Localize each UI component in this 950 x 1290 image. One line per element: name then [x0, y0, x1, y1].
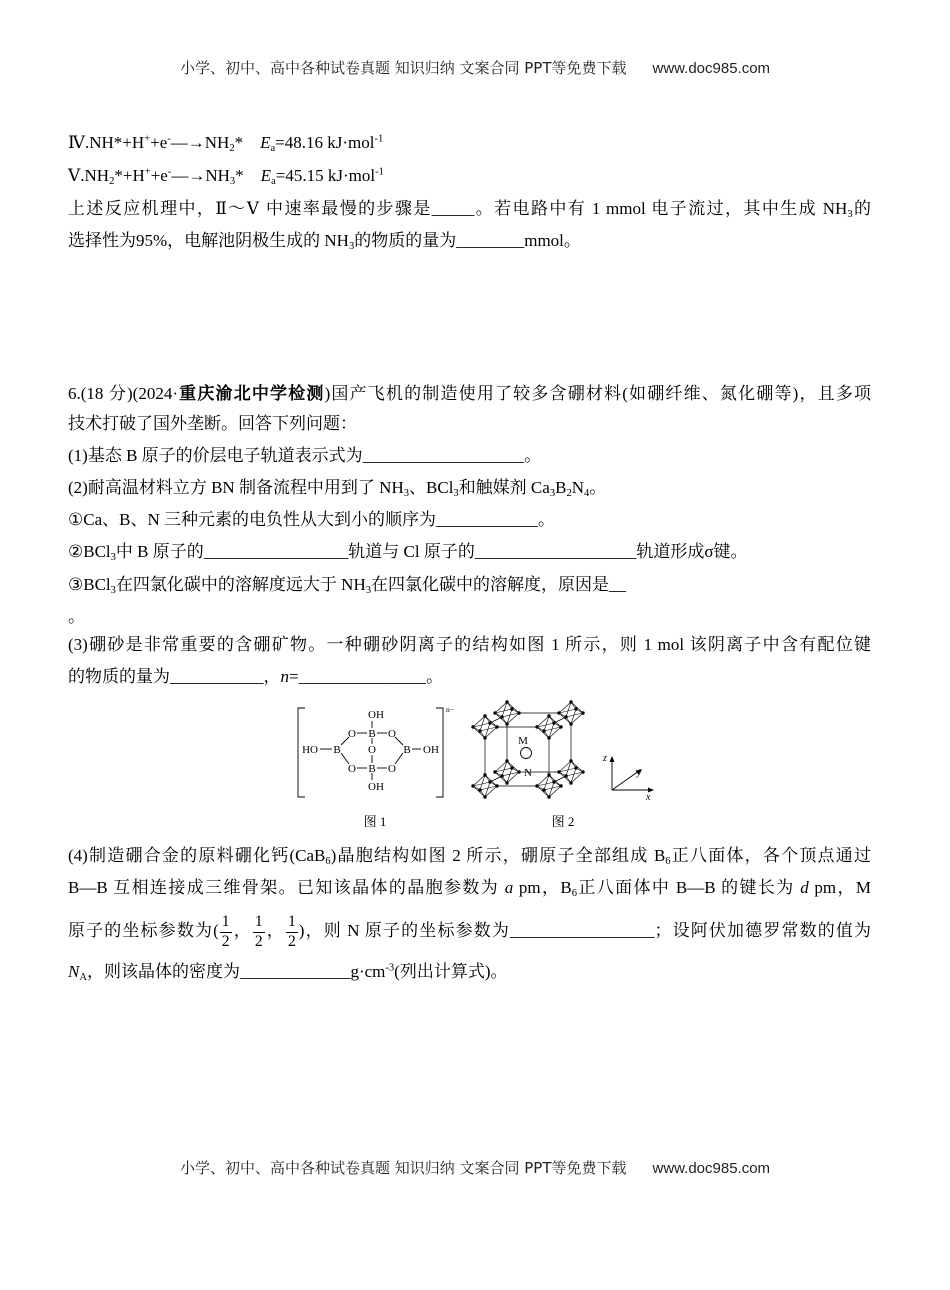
source-label: 重庆渝北中学检测: [178, 384, 325, 404]
subscript: 3: [549, 487, 556, 499]
q6-part-4-line-2: B—B 互相连接成三维骨架。已知该晶体的晶胞参数为 a pm，$B_6$正八面体中 B—B 的键长为 d pm，M: [68, 878, 871, 899]
fraction: [286, 914, 298, 950]
atom-n-label: N: [524, 767, 532, 779]
b-b-bond: [507, 702, 519, 713]
b-atom: [547, 714, 550, 717]
q6-part-2-stem: (2)耐高温材料立方 BN 制备流程中用到了 $NH_3$、BCl$_3$和触媒剂 $Ca_3B_2N_4$。: [68, 478, 607, 499]
subscript: a: [271, 175, 276, 187]
superscript: -: [167, 133, 171, 145]
header-url: www.doc985.com: [652, 60, 771, 77]
b-atom: [505, 781, 508, 784]
b-atom: [535, 725, 538, 728]
b-atom: [581, 711, 584, 714]
superscript: -3: [385, 962, 395, 974]
fraction: [253, 914, 265, 950]
b-b-bond: [571, 702, 583, 713]
atom-b-right: B: [403, 744, 411, 756]
q5-question-line-2: 选择性为95%，电解池阴极生成的 $NH_3$的物质的量为________mmol。: [68, 231, 581, 252]
b-atom: [574, 766, 577, 769]
atom-oh-bottom: OH: [368, 781, 384, 793]
atom-ho-left: HO: [302, 744, 318, 756]
b6-octahedron: [535, 714, 562, 739]
b6-octahedron: [471, 714, 498, 739]
b6-octahedron: [493, 700, 520, 725]
answer-blank: ___________________: [362, 446, 525, 465]
b-atom: [488, 721, 491, 724]
q6-stem-line-1: 6.(18 分)(2024·重庆渝北中学检测)国产飞机的制造使用了较多含硼材料(如硼纤维、氮化硼等)，且多项: [68, 384, 871, 404]
b-b-bond: [473, 727, 485, 738]
subscript: 3: [110, 584, 116, 596]
q6-part-1: (1)基态 B 原子的价层电子轨道表示式为___________________。: [68, 446, 542, 465]
italic-variable: a: [504, 878, 514, 897]
b-atom: [483, 714, 486, 717]
answer-blank: _________________: [510, 921, 655, 940]
subscript: 3: [453, 487, 459, 499]
b-atom: [510, 707, 513, 710]
b-atom: [559, 784, 562, 787]
atom-b-left: B: [333, 744, 341, 756]
b-atom: [493, 770, 496, 773]
atom-o-upper-right: O: [388, 728, 396, 740]
subscript: 6: [571, 887, 577, 899]
b-b-bond: [559, 713, 571, 724]
q6-part-2-sub-1: ①Ca、B、N 三种元素的电负性从大到小的顺序为____________。: [68, 510, 555, 529]
b-atom: [574, 707, 577, 710]
anion-charge: n−: [446, 705, 454, 714]
b-atom: [559, 725, 562, 728]
superscript: -1: [374, 133, 384, 145]
answer-blank: _____________: [239, 962, 351, 981]
superscript: -1: [375, 166, 384, 178]
atom-b-top: B: [368, 728, 376, 740]
b-atom: [471, 725, 474, 728]
figure-2-labels: [518, 735, 574, 829]
footer-url: www.doc985.com: [652, 1160, 771, 1177]
atom-o-lower-right: O: [388, 763, 396, 775]
atom-b-bottom: B: [368, 763, 376, 775]
b-atom: [535, 784, 538, 787]
answer-blank: ________: [456, 231, 525, 250]
subscript: 3: [348, 240, 355, 252]
b-atom: [552, 721, 555, 724]
answer-blank: __: [609, 575, 626, 594]
b-b-bond: [495, 713, 507, 724]
q6-part-3-line-1: (3)硼砂是非常重要的含硼矿物。一种硼砂阴离子的结构如图 1 所示，则 1 mol 该阴离子中含有配位键: [68, 635, 871, 654]
fraction-numerator: 1: [253, 914, 265, 932]
b-atom: [483, 795, 486, 798]
subscript: 3: [403, 487, 410, 499]
q6-part-4-line-3: 原子的坐标参数为( $\frac{1}{2}$ ， $\frac{1}{2}$ ， $\frac{1}{2}$ )，则 N 原子的坐标参数为_________________；设阿伏加德罗常数的值为: [68, 913, 872, 950]
fraction-denominator: 2: [287, 932, 296, 950]
answer-blank: ___________________: [474, 542, 637, 561]
answer-blank: _________________: [203, 542, 349, 561]
b-atom: [495, 725, 498, 728]
answer-blank: _______________: [298, 667, 427, 686]
b-atom: [547, 773, 550, 776]
b-b-bond: [485, 775, 497, 786]
atom-o-center: O: [368, 744, 376, 756]
reaction-step-v: $Ⅴ.NH_2*+H^++e^-—\to NH_3*$ $E_a=45.15$ kJ·mol$^{-1}$: [68, 166, 384, 187]
axis-indicator: [602, 753, 654, 803]
answer-blank: ___________: [170, 667, 264, 686]
subscript: 3: [365, 584, 371, 596]
subscript: a: [270, 142, 276, 154]
subscript: 6: [325, 855, 331, 867]
atom-m-circle: [521, 748, 532, 759]
answer-blank: ____________: [436, 510, 538, 529]
q6-part-3-line-2: 的物质的量为___________，n=_______________。: [68, 667, 444, 686]
b-b-bond: [549, 716, 561, 727]
subscript: 6: [665, 855, 671, 867]
b-atom: [478, 729, 481, 732]
italic-variable: E: [260, 166, 272, 185]
b6-octahedron: [493, 759, 520, 784]
fraction-denominator: 2: [254, 932, 263, 950]
b-b-bond: [495, 772, 507, 783]
b-b-bond: [485, 716, 497, 727]
b-b-bond: [537, 786, 549, 797]
page-header: [0, 57, 950, 79]
b6-octahedron: [471, 773, 498, 798]
subscript: 2: [229, 142, 235, 154]
y-axis-label: y: [637, 767, 642, 778]
reaction-step-iv: $Ⅳ.NH*+H^++e^-—\to NH_2*$ $E_a=48.16$ kJ·mol$^{-1}$: [68, 133, 384, 154]
y-axis: [612, 771, 639, 790]
b6-octahedron: [535, 773, 562, 798]
q6-part-2-sub-2: ②BCl$_3$中 B 原子的_________________轨道与 Cl 原子的___________________轨道形成σ键。: [68, 542, 748, 563]
italic-variable: E: [260, 133, 271, 152]
q6-part-4-line-1: (4)制造硼合金的原料硼化钙(CaB$_6$)晶胞结构如图 2 所示，硼原子全部组成 $B_6$正八面体，各个顶点通过: [68, 846, 871, 867]
atom-oh-top: OH: [368, 709, 384, 721]
fraction-numerator: 1: [286, 914, 298, 932]
b-atom: [510, 766, 513, 769]
b-atom: [542, 729, 545, 732]
b-atom: [547, 795, 550, 798]
b-atom: [569, 781, 572, 784]
atom-o-lower-left: O: [348, 763, 356, 775]
footer-slogan: 小学、初中、高中各种试卷真题 知识归纳 文案合同 PPT等免费下载: [179, 1159, 627, 1177]
subscript: 2: [566, 487, 572, 499]
bond-b-right-o-lower: [395, 753, 403, 764]
z-axis-arrowhead: [610, 756, 615, 762]
subscript: 2: [109, 175, 115, 187]
page-footer: [0, 1157, 950, 1179]
figure-1-borate-anion: [298, 705, 454, 829]
subscript: 3: [847, 208, 853, 220]
atom-m-label: M: [518, 735, 528, 747]
b6-octahedron: [557, 700, 584, 725]
q6-part-4-line-4: $N_A$，则该晶体的密度为$\_\_\_\_\_\_\_\_\_\_\_\_\_g\cdot cm^{-3}$(列出计算式)。: [68, 962, 508, 983]
b-b-bond: [473, 786, 485, 797]
header-slogan: 小学、初中、高中各种试卷真题 知识归纳 文案合同 PPT等免费下载: [179, 59, 627, 77]
figure-1-caption: 图 1: [363, 814, 387, 829]
b-atom: [493, 711, 496, 714]
subscript: 3: [229, 175, 236, 187]
b-atom: [547, 736, 550, 739]
b-atom: [471, 784, 474, 787]
b-b-bond: [571, 761, 583, 772]
superscript: +: [144, 166, 151, 178]
superscript: -: [167, 166, 172, 178]
b-atom: [478, 788, 481, 791]
subscript: A: [79, 971, 87, 983]
q6-part-2-sub-3-end: 。: [68, 607, 85, 626]
superscript: +: [144, 133, 151, 145]
atom-o-upper-left: O: [348, 728, 356, 740]
b-atom: [581, 770, 584, 773]
fraction-numerator: 1: [220, 914, 232, 932]
b-b-bond: [507, 761, 519, 772]
b-atom: [569, 700, 572, 703]
b-atom: [505, 700, 508, 703]
b-b-bond: [537, 727, 549, 738]
answer-blank: _____: [431, 199, 475, 218]
subscript: 4: [583, 487, 590, 499]
fraction-denominator: 2: [221, 932, 230, 950]
italic-variable: N: [68, 962, 80, 981]
b6-octahedron: [557, 759, 584, 784]
figure-1-atom-labels: [302, 709, 439, 793]
b-atom: [542, 788, 545, 791]
b-atom: [495, 784, 498, 787]
x-axis-label: x: [646, 792, 651, 803]
subscript: 3: [110, 551, 116, 563]
bond-o-b-right-upper: [395, 737, 403, 745]
b-b-bond: [559, 772, 571, 783]
q5-question-line-1: 上述反应机理中，Ⅱ～Ⅴ 中速率最慢的步骤是_____。若电路中有 1 mmol 电子流过，其中生成 $NH_3$的: [68, 199, 871, 220]
fraction: [220, 914, 232, 950]
b-atom: [552, 780, 555, 783]
figures-area: [290, 700, 665, 835]
b-atom: [488, 780, 491, 783]
b-atom: [483, 773, 486, 776]
b-b-bond: [549, 775, 561, 786]
b-atom: [483, 736, 486, 739]
figure-2-caption: 图 2: [551, 814, 575, 829]
q6-part-2-sub-3: ③BCl$_3$在四氯化碳中的溶解度远大于 $NH_3$在四氯化碳中的溶解度，原因是__: [68, 575, 626, 596]
italic-variable: n: [280, 667, 289, 686]
atom-oh-right: OH: [423, 744, 439, 756]
q6-stem-line-2: 技术打破了国外垄断。回答下列问题：: [68, 414, 357, 433]
z-axis-label: z: [603, 753, 607, 764]
italic-variable: d: [800, 878, 809, 897]
